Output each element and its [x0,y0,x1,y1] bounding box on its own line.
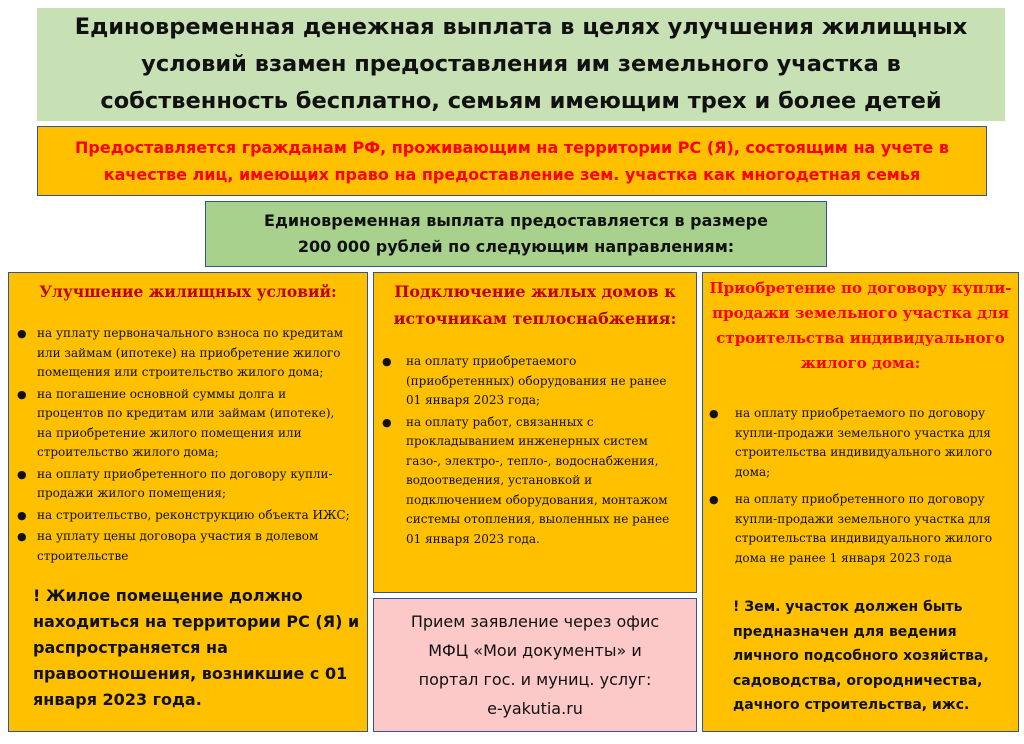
list-item [17,465,353,504]
bullet-icon: ● [17,327,27,340]
list-item-text: на погашение основной суммы долга и процентов по кредитам или займам (ипотеке), на приобретение жилого помещения или строительство жилого дома; [37,386,335,459]
land-column [702,272,1019,732]
list-item-text: на оплату приобретенного по договору купли-продажи земельного участка для строительства индивидуального жилого дома не ранее 1 января 2023 года [735,492,993,565]
list-item-text: на строительство, реконструкцию объекта ИЖС; [37,507,350,522]
amount-line-2: 200 000 рублей по следующим направлениям: [297,237,735,256]
heating-heading: Подключение жилых домов к источникам теплоснабжения: [393,282,677,328]
land-heading: Приобретение по договору купли-продажи земельного участка для строительства индивидуального жилого дома: [709,279,1012,372]
bullet-icon: ● [17,530,27,543]
list-item-text: на уплату первоначального взноса по кредитам или займам (ипотеке) на приобретение жилого помещения или строительство жилого дома; [37,326,344,379]
list-item-text: на оплату приобретаемого по договору купли-продажи земельного участка для строительства индивидуального жилого дома; [735,406,993,479]
housing-list [17,324,353,566]
list-item [382,352,682,411]
page-title-text: Единовременная денежная выплата в целях улучшения жилищных условий взамен предоставления им земельного участка в собственность бесплатно, семьям имеющим трех и более детей [74,14,968,114]
office-line-1: Прием заявление через офис [410,612,660,631]
list-item-text: на уплату цены договора участия в долевом строительстве [37,529,319,563]
eligibility-text: Предоставляется гражданам РФ, проживающим на территории РС (Я), состоящим на учете в качестве лиц, имеющих право на предоставление зем. участка как многодетная семья [75,138,949,184]
bullet-icon: ● [709,493,719,506]
housing-note: ! Жилое помещение должно находиться на территории РС (Я) и распространяется на правоотношения, возникшие с 01 января 2023 года. [33,586,360,709]
eligibility-banner [37,126,987,196]
list-item-text: на оплату работ, связанных с прокладыванием инженерных систем газо-, электро-, тепло-, водоснабжения, водоотведения, установкой и подключением оборудования, монтажом системы отопления, выоленных не ранее 01 января 2023 года. [406,414,670,546]
office-website: e-yakutia.ru [487,699,583,718]
land-note: ! Зем. участок должен быть предназначен для ведения личного подсобного хозяйства, садоводства, огородничества, дачного строительства, ижс. [733,599,989,713]
list-item [17,527,353,566]
bullet-icon: ● [382,415,392,429]
heating-list [382,352,682,549]
bullet-icon: ● [17,467,27,481]
list-item [17,385,353,463]
list-item [382,413,682,550]
list-item [17,324,353,383]
bullet-icon: ● [709,407,719,420]
page-title [37,8,1005,121]
amount-line-1: Единовременная выплата предоставляется в размере [264,211,768,230]
land-list [709,404,1008,568]
heating-column [373,272,697,593]
housing-column [8,272,368,732]
office-line-3: портал гос. и муниц. услуг: [418,670,652,689]
list-item [709,490,1008,568]
housing-heading: Улучшение жилищных условий: [39,282,337,301]
bullet-icon: ● [17,508,27,522]
bullet-icon: ● [17,387,27,401]
list-item-text: на оплату приобретенного по договору купли-продажи жилого помещения; [37,466,333,500]
application-office-box [373,598,697,732]
list-item [709,404,1008,482]
list-item [17,506,353,526]
office-line-2: МФЦ «Мои документы» и [428,641,642,660]
list-item-text: на оплату приобретаемого (приобретенных) оборудования не ранее 01 января 2023 года; [406,354,667,407]
amount-banner [205,201,827,267]
bullet-icon: ● [382,355,392,368]
